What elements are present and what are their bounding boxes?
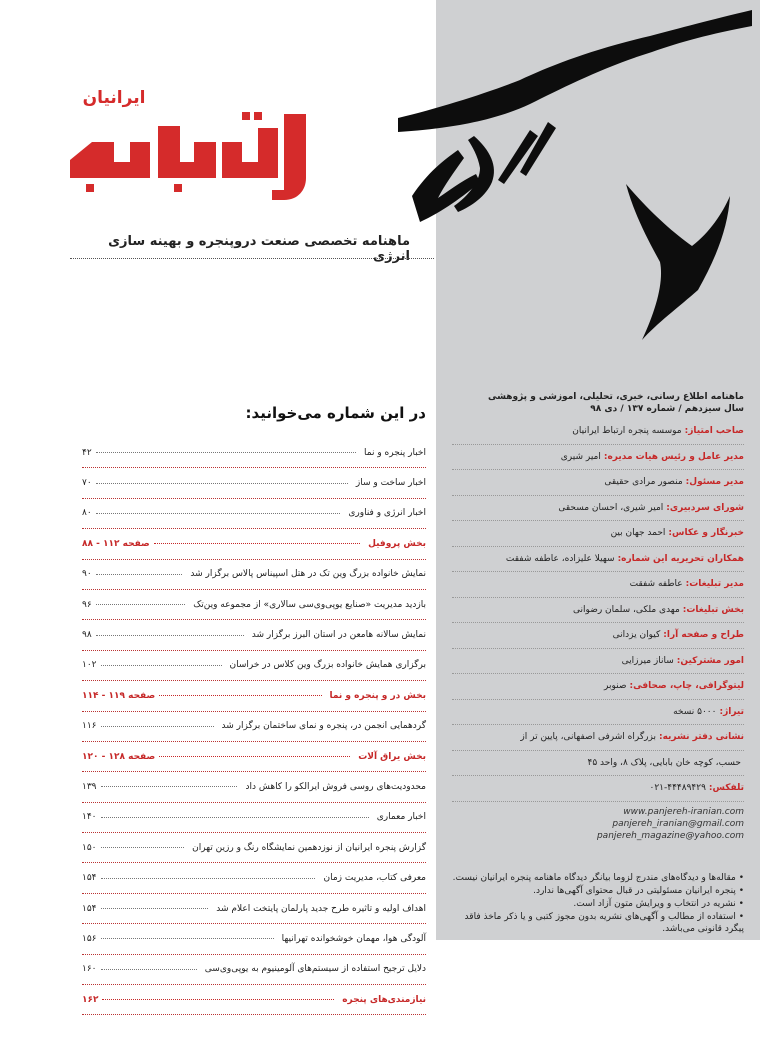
masthead-value: امیر شیری	[560, 451, 601, 462]
toc-leader	[101, 786, 238, 787]
masthead-value: منصور مرادی حقیقی	[604, 477, 683, 488]
logo-top-word: ایرانیان	[82, 88, 146, 108]
toc-leader	[102, 999, 334, 1000]
disclaimer-note: • پنجره ایرانیان مسئولیتی در قبال محتوای آگهی‌ها ندارد.	[533, 886, 744, 896]
masthead-value: امیر شیری، احسان مسحقی	[558, 502, 664, 513]
masthead-key: خبرنگار و عکاس:	[668, 528, 744, 539]
masthead-item	[452, 700, 744, 726]
panjereh-logo	[62, 104, 322, 204]
bismillah-calligraphy	[380, 0, 760, 380]
disclaimer-notes	[452, 872, 744, 936]
toc-row-title: معرفی کتاب، مدیریت زمان	[319, 873, 426, 883]
masthead-key: امور مشترکین:	[676, 655, 744, 666]
masthead-value: احمد جهان بین	[610, 528, 666, 539]
masthead-key: صاحب امتیاز:	[684, 426, 744, 437]
toc-row-title: اخبار معماری	[373, 812, 426, 822]
toc-row	[82, 560, 426, 590]
toc-row-page: صفحه ۱۱۹ - ۱۱۴	[82, 690, 156, 701]
toc-leader	[101, 969, 197, 970]
masthead-value: سهیلا علیزاده، عاطفه شفقت	[505, 553, 615, 564]
toc-row-page: ۱۶۲	[82, 994, 99, 1005]
toc-row-page: ۱۱۶	[82, 721, 97, 732]
toc-leader	[154, 543, 360, 544]
toc-row-title: اهداف اولیه و تاثیره طرح جدید پارلمان پایتخت اعلام شد	[212, 904, 426, 914]
masthead-key: تلفکس:	[708, 783, 744, 794]
masthead-value: بزرگراه اشرفی اصفهانی، پایین تر از	[520, 732, 656, 743]
toc-section-row	[82, 681, 426, 711]
toc-leader	[101, 665, 222, 666]
toc-row	[82, 772, 426, 802]
toc-row-page: ۱۵۴	[82, 903, 97, 914]
email-yahoo[interactable]: panjereh_magazine@yahoo.com	[596, 830, 744, 841]
toc-row-title: بخش یراق آلات	[354, 752, 426, 762]
website-link[interactable]: www.panjereh-iranian.com	[623, 806, 744, 817]
masthead-value: صنوبر	[604, 681, 627, 692]
toc-row	[82, 833, 426, 863]
toc-leader	[96, 574, 183, 575]
masthead-key: بخش تبلیغات:	[682, 604, 744, 615]
masthead-item	[452, 751, 744, 777]
masthead-key: مدیر عامل و رئیس هیات مدیره:	[603, 451, 744, 462]
masthead-line2: سال سیزدهم / شماره ۱۳۷ / دی ۹۸	[590, 404, 744, 414]
masthead-item	[452, 649, 744, 675]
masthead-value: ساناز میرزایی	[621, 655, 674, 666]
toc-leader	[101, 938, 274, 939]
disclaimer-note: • استفاده از مطالب و آگهی‌های نشریه بدون مجوز کتبی و یا ذکر ماخذ فاقد پیگرد قانونی می‌باشد.	[464, 912, 744, 934]
toc-row-title: نیازمندی‌های پنجره	[338, 995, 426, 1005]
toc-leader	[159, 756, 350, 757]
toc-row-page: ۹۶	[82, 599, 92, 610]
disclaimer-note: • مقاله‌ها و دیدگاه‌های مندرج لزوما بیانگر دیدگاه ماهنامه پنجره ایرانیان نیست.	[452, 873, 744, 883]
toc-row-page: ۴۲	[82, 447, 92, 458]
magazine-tagline: ماهنامه تخصصی صنعت دروپنجره و بهینه سازی انرژی	[108, 234, 410, 264]
toc-row	[82, 651, 426, 681]
toc-row	[82, 590, 426, 620]
masthead-value: حسب، کوچه خان بابایی، پلاک ۸، واحد ۴۵	[587, 757, 741, 768]
toc-row	[82, 863, 426, 893]
masthead-item	[452, 572, 744, 598]
masthead-item	[452, 521, 744, 547]
toc-row-page: ۱۰۲	[82, 660, 97, 671]
masthead-item	[452, 470, 744, 496]
toc-row-title: محدودیت‌های روسی فروش ایرالکو را کاهش داد	[241, 782, 426, 792]
toc-row	[82, 894, 426, 924]
toc-row-title: نمایش خانواده بزرگ وین تک در هتل اسپیناس پالاس برگزار شد	[186, 569, 426, 579]
masthead-item	[452, 419, 744, 445]
toc-row-title: اخبار پنجره و نما	[360, 448, 426, 458]
toc-row-page: صفحه ۱۱۲ - ۸۸	[82, 538, 150, 549]
panel-bottom	[436, 940, 760, 1044]
toc-row-page: صفحه ۱۲۸ - ۱۲۰	[82, 751, 156, 762]
masthead-item	[452, 623, 744, 649]
masthead-value: موسسه پنجره ارتباط ایرانیان	[572, 426, 682, 437]
toc-row	[82, 438, 426, 468]
toc-row-page: ۱۵۴	[82, 873, 97, 884]
toc-row-title: بازدید مدیریت «صنایع یوپی‌وی‌سی سالاری» از مجموعه وین‌تک	[189, 600, 426, 610]
masthead-item	[452, 445, 744, 471]
masthead-key: نشانی دفتر نشریه:	[658, 732, 744, 743]
toc-row-title: اخبار ساخت و ساز	[352, 478, 426, 488]
masthead-item	[452, 725, 744, 751]
masthead-value: ۵۰۰۰ نسخه	[673, 706, 717, 717]
toc-row-title: آلودگی هوا، مهمان خوشخوانده تهرانیها	[278, 934, 426, 944]
masthead-value: مهدی ملکی، سلمان رضوانی	[573, 604, 680, 615]
masthead-line1: ماهنامه اطلاع رسانی، خبری، تحلیلی، آموزشی و پژوهشی	[487, 392, 744, 402]
disclaimer-note: • نشریه در انتخاب و ویرایش متون آزاد است.	[573, 899, 744, 909]
masthead-key: همکاران تحریریه این شماره:	[617, 553, 744, 564]
masthead-value: عاطفه شفقت	[629, 579, 683, 590]
email-gmail[interactable]: panjereh_iranian@gmail.com	[612, 818, 744, 829]
toc-row-title: گزارش پنجره ایرانیان از نوزدهمین نمایشگاه رنگ و رزین تهران	[188, 843, 426, 853]
toc-row-title: برگزاری همایش خانواده بزرگ وین کلاس در خراسان	[226, 660, 426, 670]
toc-leader	[101, 847, 185, 848]
toc-row-title: بخش پروفیل	[364, 539, 426, 549]
toc-leader	[159, 695, 321, 696]
toc-row-page: ۸۰	[82, 508, 92, 519]
toc-leader	[101, 908, 209, 909]
masthead-item	[452, 598, 744, 624]
toc-row-page: ۱۴۰	[82, 812, 97, 823]
masthead-key: شورای سردبیری:	[666, 502, 744, 513]
masthead-value: ۰۲۱-۴۴۴۸۹۴۲۹	[649, 783, 706, 794]
masthead-key: مدیر مسئول:	[685, 477, 744, 488]
toc-row-title: گردهمایی انجمن در، پنجره و نمای ساختمان برگزار شد	[218, 721, 426, 731]
toc-row	[82, 924, 426, 954]
table-of-contents	[82, 438, 426, 1015]
toc-row-page: ۱۳۹	[82, 781, 97, 792]
masthead-item	[452, 496, 744, 522]
toc-row-title: اخبار انرژی و فناوری	[344, 508, 426, 518]
toc-row-page: ۱۵۶	[82, 933, 97, 944]
toc-row	[82, 499, 426, 529]
toc-row-title: نمایش سالانه هامعن در استان البرز برگزار شد	[248, 630, 426, 640]
toc-row-title: دلایل ترجیح استفاده از سیستم‌های آلومینیوم به یوپی‌وی‌سی	[201, 964, 426, 974]
toc-row	[82, 803, 426, 833]
toc-row-page: ۹۸	[82, 630, 92, 641]
masthead-key: طراح و صفحه آرا:	[663, 630, 744, 641]
masthead-key: تیراژ:	[719, 706, 744, 717]
toc-row-page: ۷۰	[82, 478, 92, 489]
toc-leader	[101, 726, 214, 727]
toc-section-row	[82, 529, 426, 559]
toc-row-title: بخش در و پنجره و نما	[326, 691, 427, 701]
toc-row-page: ۱۵۰	[82, 842, 97, 853]
divider	[70, 258, 434, 259]
masthead-item	[452, 547, 744, 573]
toc-leader	[101, 817, 369, 818]
toc-leader	[96, 452, 356, 453]
toc-section-row	[82, 985, 426, 1015]
masthead	[452, 392, 744, 842]
toc-leader	[96, 513, 341, 514]
toc-leader	[96, 635, 244, 636]
toc-section-row	[82, 742, 426, 772]
masthead-item	[452, 776, 744, 802]
toc-row-page: ۱۶۰	[82, 964, 97, 975]
toc-row	[82, 712, 426, 742]
toc-row	[82, 620, 426, 650]
toc-row	[82, 955, 426, 985]
toc-row	[82, 468, 426, 498]
toc-leader	[96, 483, 348, 484]
toc-leader	[96, 604, 186, 605]
toc-title: در این شماره می‌خوانید:	[245, 404, 426, 422]
masthead-value: کیوان یزدانی	[612, 630, 661, 641]
masthead-key: مدیر تبلیغات:	[685, 579, 744, 590]
masthead-item	[452, 674, 744, 700]
toc-row-page: ۹۰	[82, 569, 92, 580]
toc-leader	[101, 878, 316, 879]
masthead-key: لیتوگرافی، چاپ، صحافی:	[629, 681, 744, 692]
